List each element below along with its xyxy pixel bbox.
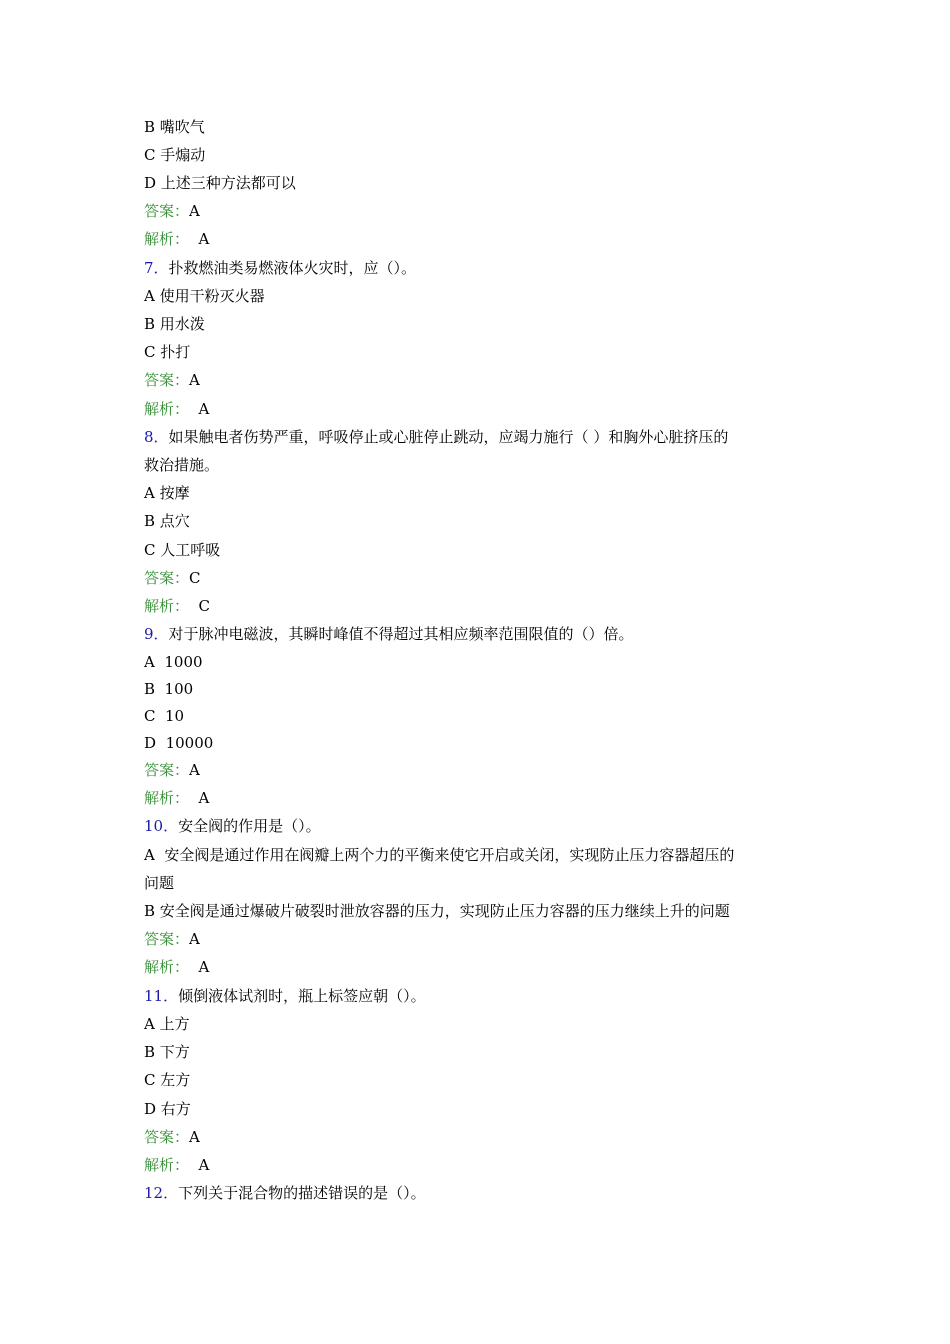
answer-value: A — [189, 761, 200, 779]
answer-label: 答案： — [144, 371, 190, 389]
option-line: B 点穴 — [144, 512, 190, 530]
question-line — [144, 1183, 426, 1203]
question-number: 8． — [144, 428, 169, 446]
option-line: C 人工呼吸 — [144, 541, 221, 559]
option-line: C 左方 — [144, 1071, 191, 1089]
analysis-line — [144, 229, 209, 249]
option-line: C 10 — [144, 707, 185, 725]
answer-line — [144, 760, 200, 780]
analysis-value: A — [189, 400, 210, 418]
answer-value: C — [189, 569, 201, 587]
analysis-line — [144, 957, 209, 977]
option-line: B 下方 — [144, 1043, 190, 1061]
option-line: A 安全阀是通过作用在阀瓣上两个力的平衡来使它开启或关闭，实现防止压力容器超压的 — [144, 846, 735, 864]
answer-value: A — [189, 371, 200, 389]
question-text: 如果触电者伤势严重，呼吸停止或心脏停止跳动，应竭力施行（ ）和胸外心脏挤压的 — [168, 428, 729, 446]
question-number: 7． — [144, 259, 169, 277]
question-line — [144, 427, 728, 447]
analysis-line — [144, 1155, 209, 1175]
answer-label: 答案： — [144, 1128, 190, 1146]
question-line — [144, 624, 634, 644]
answer-line — [144, 201, 200, 221]
analysis-value: A — [189, 230, 210, 248]
answer-value: A — [189, 1128, 200, 1146]
question-text: 对于脉冲电磁波，其瞬时峰值不得超过其相应频率范围限值的（）倍。 — [168, 625, 634, 643]
question-number: 9． — [144, 625, 169, 643]
analysis-label: 解析： — [144, 958, 190, 976]
option-line: A 1000 — [144, 653, 203, 671]
text-line: 问题 — [144, 874, 175, 892]
analysis-value: A — [189, 958, 210, 976]
text-line: 救治措施。 — [144, 456, 220, 474]
question-text: 扑救燃油类易燃液体火灾时，应（）。 — [168, 259, 417, 277]
question-line — [144, 258, 416, 278]
option-line: A 使用干粉灭火器 — [144, 287, 265, 305]
analysis-label: 解析： — [144, 230, 190, 248]
answer-line — [144, 929, 200, 949]
analysis-label: 解析： — [144, 400, 190, 418]
question-line — [144, 816, 321, 836]
analysis-line — [144, 788, 209, 808]
question-text: 下列关于混合物的描述错误的是（）。 — [178, 1184, 426, 1202]
answer-value: A — [189, 930, 200, 948]
option-line: C 手煽动 — [144, 146, 206, 164]
answer-label: 答案： — [144, 930, 190, 948]
option-line: A 上方 — [144, 1015, 190, 1033]
question-number: 10． — [144, 817, 179, 835]
question-text: 安全阀的作用是（）。 — [178, 817, 321, 835]
option-line: C 扑打 — [144, 343, 191, 361]
question-line — [144, 986, 426, 1006]
analysis-label: 解析： — [144, 1156, 190, 1174]
answer-label: 答案： — [144, 569, 190, 587]
option-line: B 安全阀是通过爆破片破裂时泄放容器的压力，实现防止压力容器的压力继续上升的问题 — [144, 902, 730, 920]
option-line: D 右方 — [144, 1100, 191, 1118]
analysis-line — [144, 399, 209, 419]
answer-label: 答案： — [144, 761, 190, 779]
answer-line — [144, 1127, 200, 1147]
analysis-value: C — [189, 597, 211, 615]
analysis-label: 解析： — [144, 597, 190, 615]
question-number: 11． — [144, 987, 179, 1005]
option-line: B 用水泼 — [144, 315, 205, 333]
analysis-value: A — [189, 789, 210, 807]
answer-line — [144, 370, 200, 390]
option-line: D 10000 — [144, 734, 214, 752]
analysis-line — [144, 596, 210, 616]
question-number: 12． — [144, 1184, 179, 1202]
answer-line — [144, 568, 201, 588]
answer-label: 答案： — [144, 202, 190, 220]
analysis-value: A — [189, 1156, 210, 1174]
option-line: A 按摩 — [144, 484, 190, 502]
question-text: 倾倒液体试剂时，瓶上标签应朝（）。 — [178, 987, 426, 1005]
option-line: B 嘴吹气 — [144, 118, 205, 136]
analysis-label: 解析： — [144, 789, 190, 807]
option-line: B 100 — [144, 680, 194, 698]
answer-value: A — [189, 202, 200, 220]
option-line: D 上述三种方法都可以 — [144, 174, 296, 192]
